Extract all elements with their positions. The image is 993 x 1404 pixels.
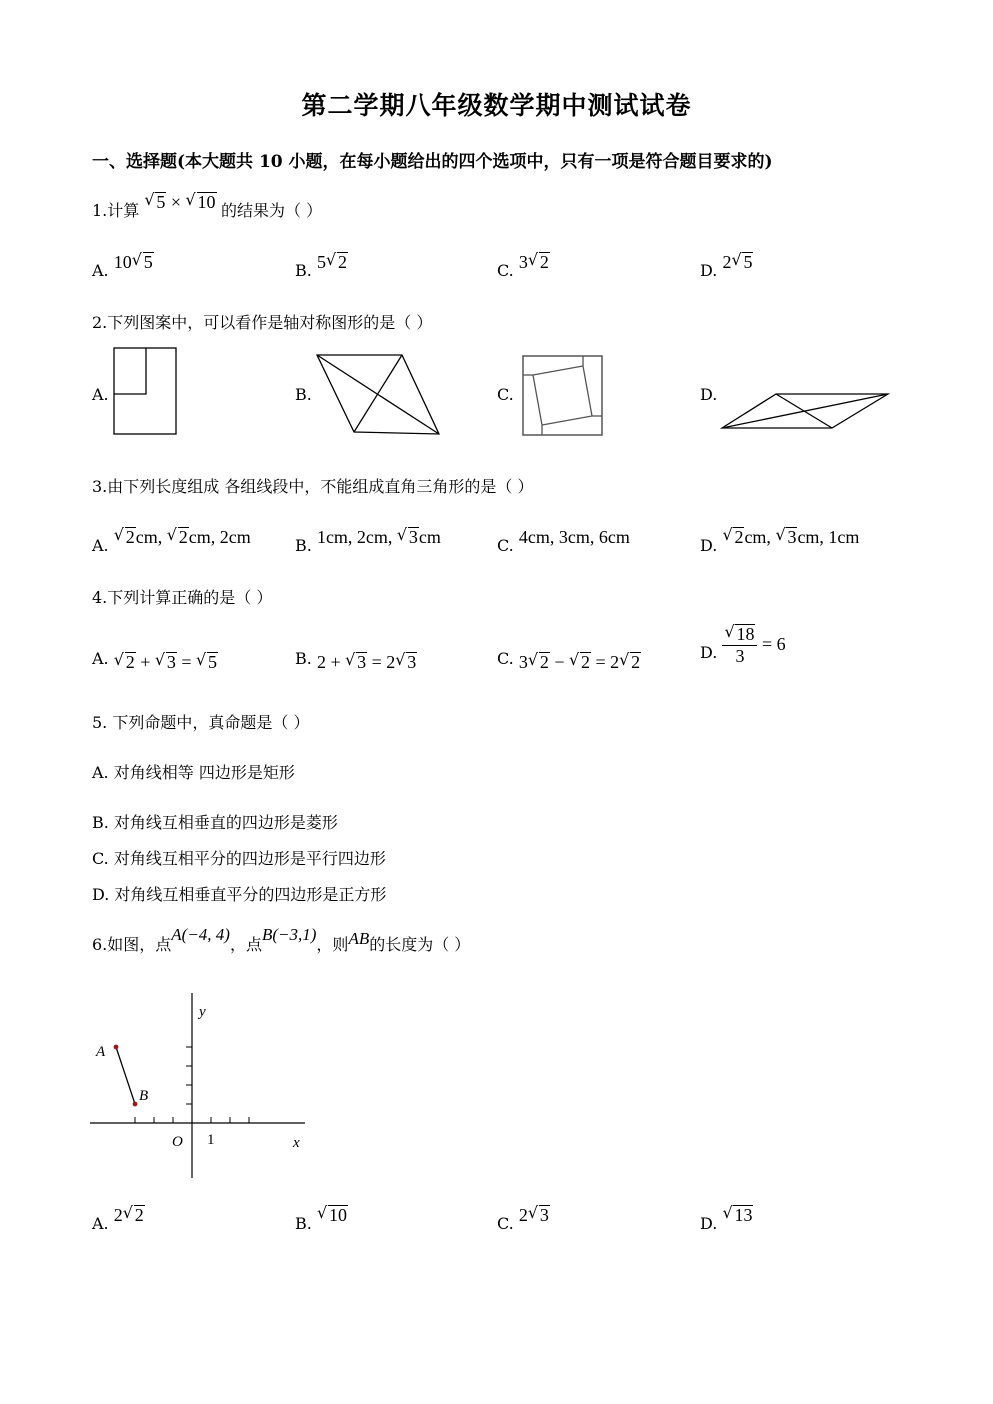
q2-figure-a-inner-lines xyxy=(114,348,146,394)
q1-option-b[interactable] xyxy=(295,252,348,280)
q6-label-b: B xyxy=(139,1088,149,1104)
q6-option-b-label: B. xyxy=(295,1214,312,1233)
q2-option-b-label[interactable]: B. xyxy=(295,385,312,404)
q1-option-c[interactable] xyxy=(497,252,550,280)
q3-option-c-text: 4cm, 3cm, 6cm xyxy=(518,527,630,547)
q4-b-rad1: √ 3 xyxy=(345,652,367,673)
q3-option-b[interactable] xyxy=(295,527,441,555)
q6-option-b[interactable] xyxy=(295,1205,348,1233)
q4-b-pre: 2 + xyxy=(316,652,346,672)
q6-point-b: B(−3,1) xyxy=(261,925,317,944)
q4-option-a[interactable] xyxy=(92,648,218,672)
q4-a-plus: + xyxy=(135,652,155,672)
q4-a-rad2: √ 3 xyxy=(155,652,177,673)
q6-dot-a xyxy=(114,1045,119,1050)
q2-figure-d xyxy=(718,388,892,432)
q4-d-denominator: 3 xyxy=(735,646,745,666)
q1-stem-pre: 1.计算 xyxy=(92,201,140,220)
section-heading: 一、选择题(本大题共 10 小题，在每小题给出的四个选项中，只有一项是符合题目要求的) xyxy=(92,152,773,172)
q3-option-a[interactable] xyxy=(92,527,251,555)
q4-option-b[interactable] xyxy=(295,648,417,672)
q1-option-d[interactable] xyxy=(700,252,753,280)
page-title: 第二学期八年级数学期中测试试卷 xyxy=(301,91,692,120)
q6-stem-d: 的长度为（ ） xyxy=(369,935,471,954)
q3-option-a-rad2: √ 2 xyxy=(167,527,189,548)
q1-expr-radical-b: √ 10 xyxy=(186,192,217,213)
q4-stem: 4.下列计算正确的是（ ） xyxy=(92,588,273,607)
q2-figure-c-square xyxy=(523,356,602,435)
q2-figure-a xyxy=(112,346,180,436)
q1-option-c-coef: 3 xyxy=(518,252,528,272)
q2-option-c-label[interactable]: C. xyxy=(497,385,514,404)
q1-option-a-coef: 10 xyxy=(113,252,132,272)
q4-d-eq: = 6 xyxy=(757,634,786,654)
q1-option-b-label: B. xyxy=(295,261,312,280)
q3-option-d-rad1: √ 2 xyxy=(722,527,744,548)
q4-option-c[interactable] xyxy=(497,648,641,672)
q6-y-ticks xyxy=(186,1047,192,1104)
q3-option-d-label: D. xyxy=(700,536,718,555)
q4-c-minus: − xyxy=(549,652,570,672)
q4-d-fraction xyxy=(722,624,757,667)
q3-option-d[interactable] xyxy=(700,527,860,555)
q4-option-d[interactable] xyxy=(700,624,786,667)
q3-option-d-rad2: √ 3 xyxy=(775,527,797,548)
q1-expr-radical-a: √ 5 xyxy=(144,192,166,213)
q4-c-rad1: √ 2 xyxy=(528,652,550,673)
q5-option-d[interactable]: D. 对角线互相垂直平分的四边形是正方形 xyxy=(92,885,387,904)
q6-option-d-radical: √ 13 xyxy=(722,1205,753,1226)
q3-option-a-rad1: √ 2 xyxy=(114,527,136,548)
q1-option-c-label: C. xyxy=(497,261,514,280)
q2-figure-b-diag2 xyxy=(354,355,402,432)
q3-option-c-label: C. xyxy=(497,536,514,555)
q6-label-a: A xyxy=(96,1044,106,1060)
q1-stem xyxy=(92,192,323,221)
q6-point-a: A(−4, 4) xyxy=(171,925,230,944)
q3-option-a-text1: cm, xyxy=(135,527,167,547)
q6-option-b-radical: √ 10 xyxy=(317,1205,348,1226)
q2-option-d-label[interactable]: D. xyxy=(700,385,718,404)
q6-option-a-coef: 2 xyxy=(113,1205,123,1225)
q2-figure-b xyxy=(314,352,444,438)
q3-option-d-text2: cm, 1cm xyxy=(797,527,860,547)
q6-option-a[interactable] xyxy=(92,1205,145,1233)
q4-b-rad2: √ 3 xyxy=(395,652,417,673)
q3-option-b-text: cm xyxy=(418,527,441,547)
q5-option-a[interactable]: A. 对角线相等 四边形是矩形 xyxy=(92,763,295,782)
q6-option-c-coef: 2 xyxy=(518,1205,528,1225)
q4-option-c-label: C. xyxy=(497,649,514,668)
q2-option-a-label[interactable]: A. xyxy=(92,385,109,404)
q1-option-b-coef: 5 xyxy=(316,252,326,272)
q6-label-one: 1 xyxy=(207,1132,215,1148)
q6-label-x: x xyxy=(293,1135,300,1151)
q2-figure-c-inner xyxy=(533,366,592,425)
q1-option-d-label: D. xyxy=(700,261,718,280)
q4-b-eq: = 2 xyxy=(367,652,396,672)
q4-option-d-label: D. xyxy=(700,643,718,662)
q6-segment: AB xyxy=(348,929,370,948)
q1-option-c-radical: √ 2 xyxy=(528,252,550,273)
q4-a-rad3: √ 5 xyxy=(196,652,218,673)
q6-option-a-label: A. xyxy=(92,1214,109,1233)
q6-option-d[interactable] xyxy=(700,1205,753,1233)
q3-option-a-text2: cm, 2cm xyxy=(188,527,251,547)
q3-option-a-label: A. xyxy=(92,536,109,555)
q1-expression xyxy=(144,192,221,212)
q1-option-a-label: A. xyxy=(92,261,109,280)
q1-option-d-radical: √ 5 xyxy=(731,252,753,273)
q2-figure-d-diag2 xyxy=(776,394,832,428)
q4-d-numerator: √ 18 xyxy=(724,624,755,645)
q4-option-a-label: A. xyxy=(92,649,109,668)
q6-label-origin: O xyxy=(172,1134,183,1150)
q1-expr-operator: × xyxy=(170,192,182,212)
q4-a-rad1: √ 2 xyxy=(114,652,136,673)
q4-c-rad2: √ 2 xyxy=(569,652,591,673)
q1-option-a-radical: √ 5 xyxy=(132,252,154,273)
q6-segment-ab xyxy=(116,1047,135,1104)
q5-option-b[interactable]: B. 对角线互相垂直的四边形是菱形 xyxy=(92,813,338,832)
q3-stem: 3.由下列长度组成 各组线段中，不能组成直角三角形的是（ ） xyxy=(92,477,534,496)
q6-coordinate-graph xyxy=(88,990,318,1182)
q6-stem-c: ，则 xyxy=(316,935,349,954)
q2-stem: 2.下列图案中，可以看作是轴对称图形的是（ ） xyxy=(92,313,433,332)
q3-option-b-pre: 1cm, 2cm, xyxy=(316,527,397,547)
q6-option-a-radical: √ 2 xyxy=(123,1205,145,1226)
q3-option-b-label: B. xyxy=(295,536,312,555)
q2-figure-c xyxy=(521,354,605,438)
q5-option-c[interactable]: C. 对角线互相平分的四边形是平行四边形 xyxy=(92,849,386,868)
q3-option-b-rad: √ 3 xyxy=(397,527,419,548)
q6-option-d-label: D. xyxy=(700,1214,718,1233)
q1-option-b-radical: √ 2 xyxy=(326,252,348,273)
q6-option-c-radical: √ 3 xyxy=(528,1205,550,1226)
q1-option-a[interactable] xyxy=(92,252,154,280)
q3-option-c[interactable] xyxy=(497,527,630,555)
q6-option-c[interactable] xyxy=(497,1205,550,1233)
q6-stem-b: ，点 xyxy=(229,935,262,954)
q2-figure-a-outer-rect xyxy=(114,348,176,434)
q4-c-coef: 3 xyxy=(518,652,528,672)
q6-label-y: y xyxy=(199,1004,206,1020)
q1-stem-post: 的结果为（ ） xyxy=(221,201,323,220)
q6-stem xyxy=(92,925,471,955)
q1-option-d-coef: 2 xyxy=(722,252,732,272)
q5-stem: 5. 下列命题中，真命题是（ ） xyxy=(92,713,310,732)
q4-a-eq: = xyxy=(176,652,197,672)
q6-option-c-label: C. xyxy=(497,1214,514,1233)
q6-dot-b xyxy=(133,1102,138,1107)
q3-option-d-text1: cm, xyxy=(744,527,776,547)
q6-stem-a: 6.如图，点 xyxy=(92,935,172,954)
q4-option-b-label: B. xyxy=(295,649,312,668)
q4-c-rad3: √ 2 xyxy=(619,652,641,673)
q4-c-eq: = 2 xyxy=(591,652,620,672)
